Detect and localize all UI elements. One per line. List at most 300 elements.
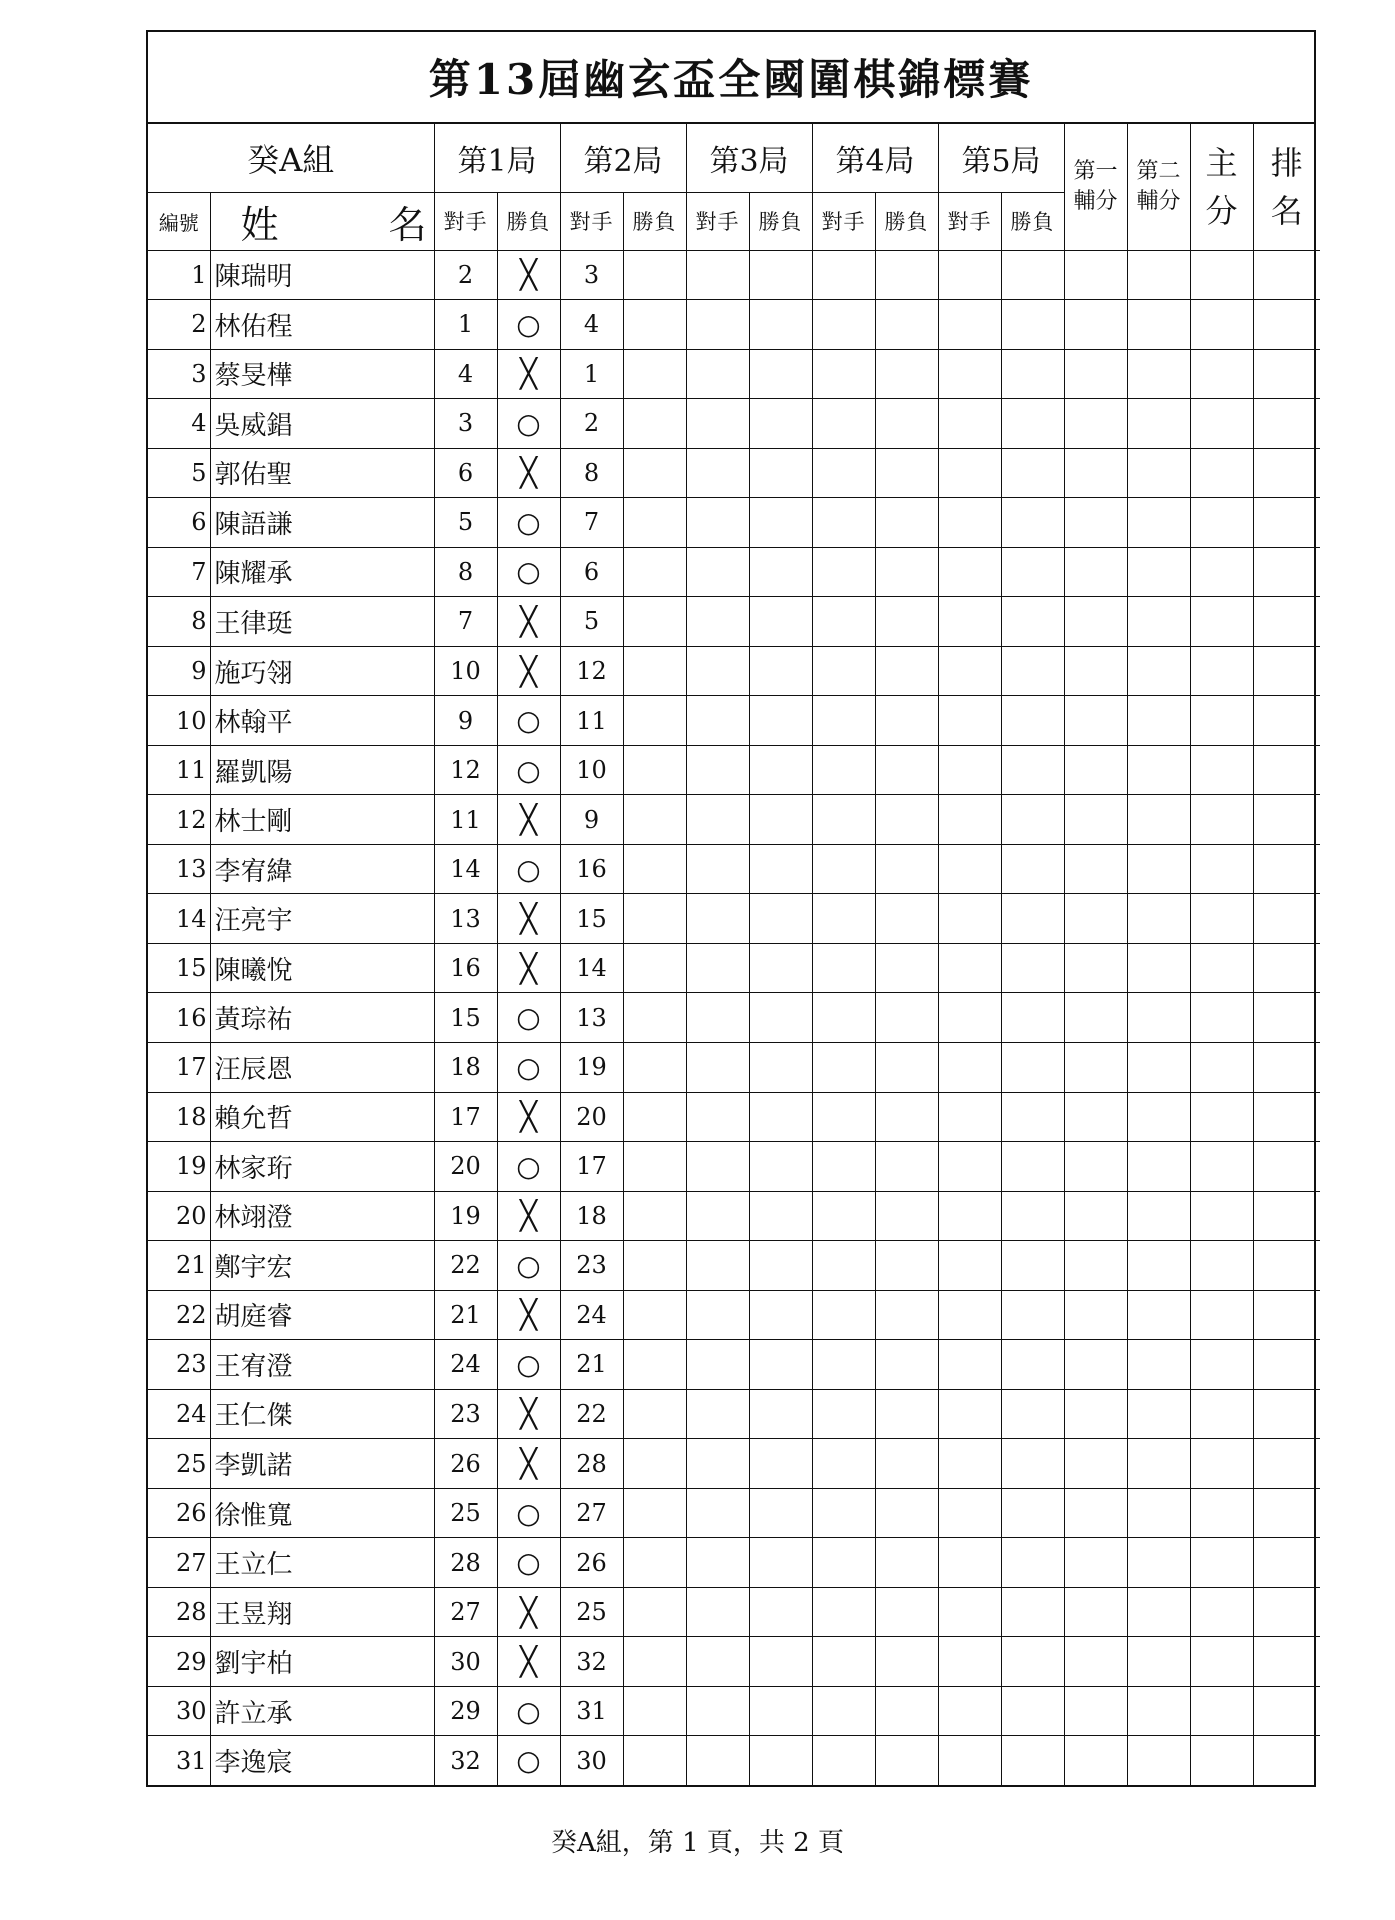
r2-opponent: 27 [560, 1488, 623, 1538]
r3-result-cell [749, 300, 812, 350]
r1-opponent: 29 [434, 1686, 497, 1736]
player-number: 28 [148, 1587, 210, 1637]
player-name: 許立承 [210, 1686, 434, 1736]
r2-opponent: 6 [560, 547, 623, 597]
table-row [148, 1439, 1320, 1489]
table-row [148, 894, 1320, 944]
r3-opponent-cell [686, 646, 749, 696]
r2-result-cell [623, 1439, 686, 1489]
r1-opponent: 16 [434, 943, 497, 993]
r2-opponent-header: 對手 [560, 192, 623, 250]
table-row [148, 1290, 1320, 1340]
r4-opponent-cell [812, 1538, 875, 1588]
r4-opponent-cell [812, 646, 875, 696]
r4-opponent-cell [812, 745, 875, 795]
r5-result-cell [1001, 597, 1064, 647]
tiebreak-1-cell [1064, 1241, 1127, 1291]
tiebreak-2-cell [1127, 448, 1190, 498]
r3-opponent-cell [686, 795, 749, 845]
r3-result-cell [749, 993, 812, 1043]
round-2-header: 第2局 [560, 124, 686, 192]
rank-cell [1253, 844, 1320, 894]
player-name: 林家珩 [210, 1142, 434, 1192]
rank-cell [1253, 300, 1320, 350]
tiebreak-1-cell [1064, 300, 1127, 350]
r4-result-cell [875, 1736, 938, 1785]
r5-opponent-cell [938, 1092, 1001, 1142]
tiebreak-1-cell [1064, 1538, 1127, 1588]
table-row [148, 1488, 1320, 1538]
tiebreak-2-cell [1127, 547, 1190, 597]
tiebreak-2-cell [1127, 696, 1190, 746]
main-score-cell [1190, 1043, 1253, 1093]
r3-opponent-cell [686, 1340, 749, 1390]
r3-opponent-cell [686, 1686, 749, 1736]
r3-opponent-cell [686, 844, 749, 894]
r3-result-cell [749, 1241, 812, 1291]
r1-result: ╳ [497, 1587, 560, 1637]
rank-cell [1253, 547, 1320, 597]
tiebreak-1-cell [1064, 844, 1127, 894]
r1-result: ╳ [497, 1389, 560, 1439]
r3-opponent-cell [686, 894, 749, 944]
r3-opponent-cell [686, 1587, 749, 1637]
tiebreak-1-cell [1064, 349, 1127, 399]
r1-opponent: 18 [434, 1043, 497, 1093]
player-number: 17 [148, 1043, 210, 1093]
r3-result-cell [749, 795, 812, 845]
r4-result-cell [875, 498, 938, 548]
r1-result: ○ [497, 696, 560, 746]
r1-opponent: 9 [434, 696, 497, 746]
rank-cell [1253, 1736, 1320, 1785]
r1-opponent: 1 [434, 300, 497, 350]
player-name: 羅凱陽 [210, 745, 434, 795]
r1-result: ╳ [497, 1191, 560, 1241]
r1-result: ○ [497, 993, 560, 1043]
r5-opponent-cell [938, 646, 1001, 696]
r1-opponent: 6 [434, 448, 497, 498]
r5-opponent-cell [938, 349, 1001, 399]
player-number: 9 [148, 646, 210, 696]
r4-result-cell [875, 1637, 938, 1687]
rank-cell [1253, 597, 1320, 647]
r5-result-cell [1001, 795, 1064, 845]
r4-opponent-cell [812, 1340, 875, 1390]
r5-result-cell [1001, 1736, 1064, 1785]
r1-result-header: 勝負 [497, 192, 560, 250]
r5-opponent-cell [938, 1587, 1001, 1637]
player-number: 2 [148, 300, 210, 350]
r4-opponent-cell [812, 795, 875, 845]
table-row [148, 597, 1320, 647]
r1-result: ○ [497, 1736, 560, 1785]
r1-result: ╳ [497, 1290, 560, 1340]
r2-opponent: 24 [560, 1290, 623, 1340]
r2-opponent: 18 [560, 1191, 623, 1241]
rank-cell [1253, 1488, 1320, 1538]
r2-result-cell [623, 1092, 686, 1142]
main-score-cell [1190, 1736, 1253, 1785]
main-score-cell [1190, 646, 1253, 696]
rank-cell [1253, 894, 1320, 944]
r4-opponent-cell [812, 1488, 875, 1538]
r2-opponent: 10 [560, 745, 623, 795]
r5-result-cell [1001, 399, 1064, 449]
r4-opponent-cell [812, 1439, 875, 1489]
r4-opponent-cell [812, 844, 875, 894]
r3-result-cell [749, 498, 812, 548]
r1-result: ○ [497, 1686, 560, 1736]
r4-result-cell [875, 448, 938, 498]
r4-opponent-cell [812, 1389, 875, 1439]
tiebreak-1-cell [1064, 1488, 1127, 1538]
r3-result-cell [749, 250, 812, 300]
r3-result-cell [749, 1736, 812, 1785]
rank-cell [1253, 1092, 1320, 1142]
r5-result-cell [1001, 1092, 1064, 1142]
r4-result-cell [875, 1043, 938, 1093]
table-row [148, 1340, 1320, 1390]
r2-result-cell [623, 993, 686, 1043]
r1-opponent: 25 [434, 1488, 497, 1538]
r3-result-cell [749, 1637, 812, 1687]
r4-result-cell [875, 597, 938, 647]
r2-result-header: 勝負 [623, 192, 686, 250]
r1-result: ○ [497, 745, 560, 795]
player-name: 王仁傑 [210, 1389, 434, 1439]
rank-cell [1253, 943, 1320, 993]
r3-opponent-cell [686, 1439, 749, 1489]
r5-opponent-cell [938, 1340, 1001, 1390]
r1-opponent: 10 [434, 646, 497, 696]
main-score-cell [1190, 795, 1253, 845]
r5-opponent-cell [938, 993, 1001, 1043]
tiebreak-2-cell [1127, 1736, 1190, 1785]
tiebreak-2-cell [1127, 943, 1190, 993]
r3-opponent-cell [686, 547, 749, 597]
r5-result-cell [1001, 1637, 1064, 1687]
tiebreak-1-cell [1064, 1092, 1127, 1142]
r5-opponent-cell [938, 1241, 1001, 1291]
r1-opponent: 21 [434, 1290, 497, 1340]
r2-opponent: 1 [560, 349, 623, 399]
r4-result-cell [875, 1439, 938, 1489]
r4-result-cell [875, 1142, 938, 1192]
r2-result-cell [623, 498, 686, 548]
table-row [148, 795, 1320, 845]
r5-opponent-cell [938, 745, 1001, 795]
r2-result-cell [623, 399, 686, 449]
r5-result-cell [1001, 1389, 1064, 1439]
r2-result-cell [623, 1043, 686, 1093]
player-number: 29 [148, 1637, 210, 1687]
r5-opponent-cell [938, 795, 1001, 845]
tiebreak-2-cell [1127, 399, 1190, 449]
player-name: 汪亮宇 [210, 894, 434, 944]
table-row [148, 1389, 1320, 1439]
player-name: 林士剛 [210, 795, 434, 845]
player-number: 18 [148, 1092, 210, 1142]
tiebreak-2-cell [1127, 646, 1190, 696]
r2-opponent: 28 [560, 1439, 623, 1489]
player-number: 21 [148, 1241, 210, 1291]
r2-opponent: 9 [560, 795, 623, 845]
r1-opponent: 3 [434, 399, 497, 449]
r4-result-cell [875, 1686, 938, 1736]
r3-result-cell [749, 1191, 812, 1241]
r4-opponent-cell [812, 1686, 875, 1736]
main-score-cell [1190, 597, 1253, 647]
tiebreak-2-cell [1127, 1092, 1190, 1142]
rank-header: 排 名 [1253, 124, 1320, 250]
player-rows [148, 250, 1320, 1785]
r5-result-cell [1001, 1191, 1064, 1241]
r4-opponent-cell [812, 1241, 875, 1291]
tiebreak-2-cell [1127, 1241, 1190, 1291]
r1-opponent: 19 [434, 1191, 497, 1241]
tiebreak-1-cell [1064, 399, 1127, 449]
r2-result-cell [623, 1538, 686, 1588]
tiebreak-2-cell [1127, 1340, 1190, 1390]
r4-opponent-cell [812, 349, 875, 399]
r1-opponent-header: 對手 [434, 192, 497, 250]
player-name: 陳耀承 [210, 547, 434, 597]
r5-result-cell [1001, 1340, 1064, 1390]
main-score-cell [1190, 844, 1253, 894]
tiebreak-2-cell [1127, 1439, 1190, 1489]
r5-result-cell [1001, 1538, 1064, 1588]
r2-result-cell [623, 1340, 686, 1390]
tiebreak-2-cell [1127, 1488, 1190, 1538]
r5-result-cell [1001, 547, 1064, 597]
r3-result-cell [749, 547, 812, 597]
r3-opponent-cell [686, 1538, 749, 1588]
r1-opponent: 5 [434, 498, 497, 548]
r1-result: ○ [497, 300, 560, 350]
r4-opponent-cell [812, 1290, 875, 1340]
main-score-cell [1190, 250, 1253, 300]
table-row [148, 349, 1320, 399]
r1-result: ○ [497, 1142, 560, 1192]
r2-result-cell [623, 844, 686, 894]
r1-opponent: 23 [434, 1389, 497, 1439]
round-5-header: 第5局 [938, 124, 1064, 192]
r1-opponent: 4 [434, 349, 497, 399]
r4-result-cell [875, 745, 938, 795]
r3-result-cell [749, 1092, 812, 1142]
rank-cell [1253, 1191, 1320, 1241]
player-number: 20 [148, 1191, 210, 1241]
r5-result-cell [1001, 300, 1064, 350]
main-score-cell [1190, 894, 1253, 944]
r1-opponent: 8 [434, 547, 497, 597]
tiebreak-2-cell [1127, 349, 1190, 399]
r5-result-cell [1001, 448, 1064, 498]
r5-opponent-cell [938, 547, 1001, 597]
table-row [148, 646, 1320, 696]
player-number: 1 [148, 250, 210, 300]
tiebreak-1-cell [1064, 448, 1127, 498]
r3-opponent-cell [686, 399, 749, 449]
player-number: 10 [148, 696, 210, 746]
main-score-cell [1190, 498, 1253, 548]
table-row [148, 1538, 1320, 1588]
r3-result-cell [749, 1686, 812, 1736]
table-row [148, 943, 1320, 993]
r5-result-cell [1001, 894, 1064, 944]
tiebreak-1-cell [1064, 943, 1127, 993]
player-number: 31 [148, 1736, 210, 1785]
player-name: 林翰平 [210, 696, 434, 746]
round-3-header: 第3局 [686, 124, 812, 192]
main-score-cell [1190, 399, 1253, 449]
table-row [148, 745, 1320, 795]
table-row [148, 250, 1320, 300]
r1-result: ╳ [497, 349, 560, 399]
r2-opponent: 13 [560, 993, 623, 1043]
r1-result: ○ [497, 498, 560, 548]
r3-opponent-cell [686, 1092, 749, 1142]
r3-opponent-cell [686, 597, 749, 647]
r2-result-cell [623, 349, 686, 399]
r5-opponent-cell [938, 1389, 1001, 1439]
r2-result-cell [623, 1736, 686, 1785]
r1-result: ○ [497, 399, 560, 449]
r5-result-cell [1001, 349, 1064, 399]
tiebreak-1-cell [1064, 696, 1127, 746]
tiebreak-2-cell [1127, 1637, 1190, 1687]
r1-result: ╳ [497, 1439, 560, 1489]
r5-opponent-cell [938, 300, 1001, 350]
tournament-title: 第13屆幽玄盃全國圍棋錦標賽 [428, 55, 1034, 104]
player-name: 賴允哲 [210, 1092, 434, 1142]
r5-opponent-cell [938, 1538, 1001, 1588]
player-number: 22 [148, 1290, 210, 1340]
table-row [148, 547, 1320, 597]
r3-result-cell [749, 1587, 812, 1637]
r3-opponent-cell [686, 943, 749, 993]
r2-opponent: 12 [560, 646, 623, 696]
r2-result-cell [623, 1191, 686, 1241]
player-name: 王昱翔 [210, 1587, 434, 1637]
r1-result: ○ [497, 1340, 560, 1390]
r2-result-cell [623, 1686, 686, 1736]
table-row [148, 1092, 1320, 1142]
r3-result-cell [749, 1488, 812, 1538]
player-name: 陳瑞明 [210, 250, 434, 300]
r5-opponent-cell [938, 1043, 1001, 1093]
player-name: 黃琮祐 [210, 993, 434, 1043]
r2-result-cell [623, 894, 686, 944]
title-row [148, 32, 1314, 124]
r4-result-cell [875, 547, 938, 597]
score-sheet [146, 30, 1316, 1787]
r3-opponent-cell [686, 1488, 749, 1538]
r4-result-cell [875, 696, 938, 746]
tiebreak-2-cell [1127, 745, 1190, 795]
tiebreak-1-cell [1064, 597, 1127, 647]
r3-opponent-cell [686, 498, 749, 548]
r4-result-cell [875, 646, 938, 696]
r5-result-cell [1001, 1290, 1064, 1340]
tiebreak-1-cell [1064, 1191, 1127, 1241]
player-name: 李宥緯 [210, 844, 434, 894]
r4-opponent-cell [812, 250, 875, 300]
r3-result-cell [749, 399, 812, 449]
r4-opponent-cell [812, 1736, 875, 1785]
r4-opponent-cell [812, 943, 875, 993]
r4-opponent-cell [812, 300, 875, 350]
r2-result-cell [623, 1488, 686, 1538]
r5-opponent-cell [938, 1290, 1001, 1340]
r3-opponent-cell [686, 1191, 749, 1241]
tiebreak-2-cell [1127, 1538, 1190, 1588]
rank-cell [1253, 1043, 1320, 1093]
tiebreak-2-cell [1127, 300, 1190, 350]
player-name: 王立仁 [210, 1538, 434, 1588]
player-number: 12 [148, 795, 210, 845]
r1-opponent: 27 [434, 1587, 497, 1637]
r4-opponent-cell [812, 399, 875, 449]
r3-result-cell [749, 448, 812, 498]
r4-result-cell [875, 1538, 938, 1588]
r1-result: ○ [497, 547, 560, 597]
r4-opponent-cell [812, 1637, 875, 1687]
tiebreak-1-cell [1064, 1142, 1127, 1192]
rank-cell [1253, 349, 1320, 399]
r4-result-cell [875, 1191, 938, 1241]
r4-opponent-cell [812, 1587, 875, 1637]
r4-result-cell [875, 300, 938, 350]
r4-opponent-cell [812, 993, 875, 1043]
player-number: 30 [148, 1686, 210, 1736]
table-row [148, 1191, 1320, 1241]
r1-result: ○ [497, 1043, 560, 1093]
player-number: 26 [148, 1488, 210, 1538]
page-footer: 癸A組，第 1 頁，共 2 頁 [551, 1828, 844, 1858]
r1-opponent: 17 [434, 1092, 497, 1142]
r5-result-cell [1001, 696, 1064, 746]
main-score-cell [1190, 1191, 1253, 1241]
r1-result: ╳ [497, 943, 560, 993]
tiebreak-2-cell [1127, 250, 1190, 300]
player-number: 5 [148, 448, 210, 498]
player-name: 施巧翎 [210, 646, 434, 696]
player-number: 8 [148, 597, 210, 647]
r1-result: ╳ [497, 894, 560, 944]
r5-opponent-cell [938, 399, 1001, 449]
r5-result-cell [1001, 844, 1064, 894]
index-header: 編號 [148, 192, 210, 250]
tiebreak-1-cell [1064, 1290, 1127, 1340]
table-row [148, 1637, 1320, 1687]
r4-result-cell [875, 1587, 938, 1637]
player-name: 陳語謙 [210, 498, 434, 548]
r1-result: ╳ [497, 448, 560, 498]
r2-result-cell [623, 1142, 686, 1192]
tiebreak-2-cell [1127, 1142, 1190, 1192]
r1-opponent: 26 [434, 1439, 497, 1489]
r2-opponent: 4 [560, 300, 623, 350]
r1-opponent: 24 [434, 1340, 497, 1390]
tiebreak-2-cell [1127, 1686, 1190, 1736]
r4-result-cell [875, 993, 938, 1043]
r2-result-cell [623, 300, 686, 350]
r2-result-cell [623, 1637, 686, 1687]
rank-cell [1253, 1389, 1320, 1439]
table-row [148, 1587, 1320, 1637]
